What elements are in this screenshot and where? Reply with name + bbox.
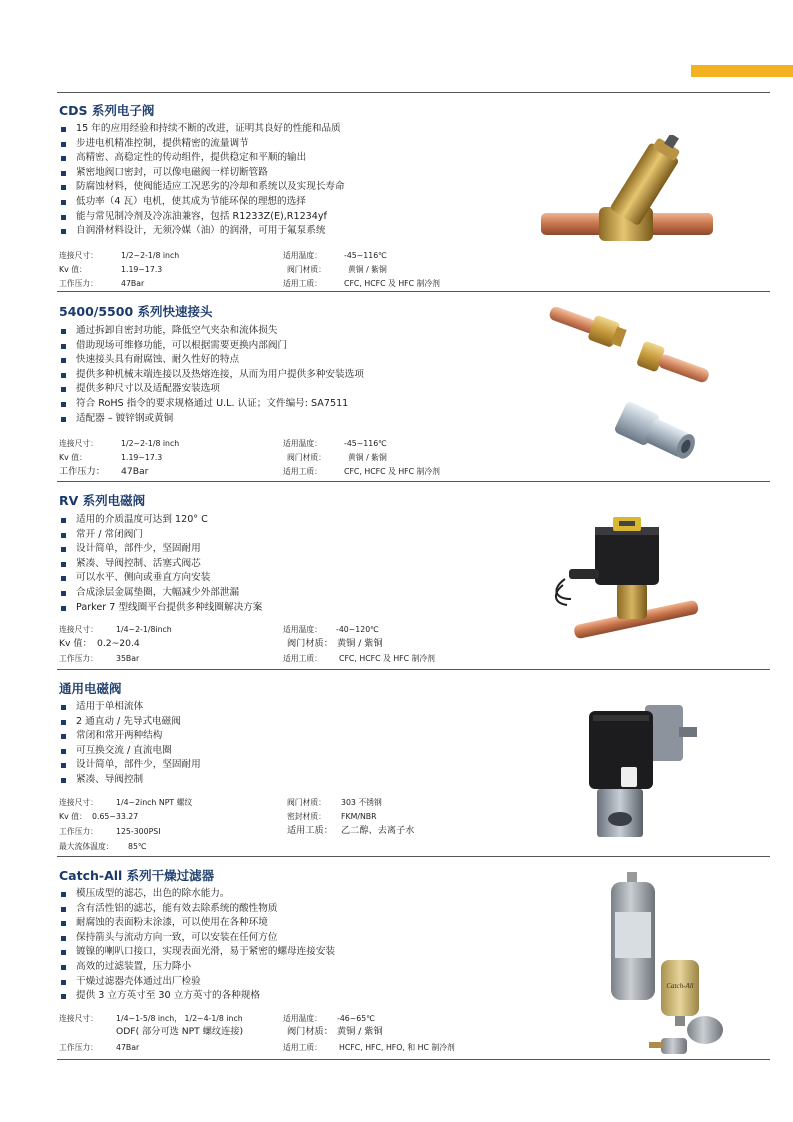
catch-all-label: Catch-All xyxy=(666,982,694,990)
section-title: Catch-All 系列干燥过滤器 xyxy=(59,868,215,883)
section-title: CDS 系列电子阀 xyxy=(59,103,155,118)
section-title: 通用电磁阀 xyxy=(59,681,122,696)
rv-solenoid-image xyxy=(553,513,703,643)
accent-bar xyxy=(691,65,793,77)
list-item: 干燥过滤器壳体通过出厂检验 xyxy=(59,975,335,990)
list-item: 适配器 – 镀锌钢或黄铜 xyxy=(59,412,364,427)
spec-pressure: 工作压力： 35Bar xyxy=(59,654,140,663)
general-solenoid-image xyxy=(569,697,701,847)
list-item: 常开 / 常闭阀门 xyxy=(59,528,262,543)
list-item: 步进电机精准控制，提供精密的流量调节 xyxy=(59,137,345,152)
spec-max-fluid-temp: 最大流体温度： 85℃ xyxy=(59,842,147,851)
spec-connection: 连接尺寸： 1/4~2inch NPT 螺纹 xyxy=(59,798,193,807)
bullet-list xyxy=(59,887,335,1004)
list-item: 2 通直动 / 先导式电磁阀 xyxy=(59,715,201,730)
spec-temperature: 适用温度： -46~65℃ xyxy=(283,1014,375,1023)
list-item: 快速接头具有耐腐蚀、耐久性好的特点 xyxy=(59,353,364,368)
list-item: 适用的介质温度可达到 120° C xyxy=(59,513,262,528)
spec-kv: Kv 值： 0.2~20.4 xyxy=(59,638,140,649)
spec-connection-note: ODF( 部分可选 NPT 螺纹连接) xyxy=(116,1026,244,1037)
spec-kv: Kv 值： 0.65~33.27 xyxy=(59,812,139,821)
spec-pressure: 工作压力： 47Bar xyxy=(59,279,145,288)
spec-connection: 连接尺寸： 1/4~1-5/8 inch， 1/2~4-1/8 inch xyxy=(59,1014,243,1023)
list-item: 提供多种尺寸以及适配器安装选项 xyxy=(59,382,364,397)
spec-temperature: 适用温度： -45~116℃ xyxy=(283,439,387,448)
spec-material: 阀门材质： 303 不锈钢 xyxy=(287,798,382,807)
list-item: 可以水平、侧向或垂直方向安装 xyxy=(59,571,262,586)
spec-material: 阀门材质： 黄铜 / 紫铜 xyxy=(287,638,383,649)
list-item: 防腐蚀材料，使阀能适应工况恶劣的冷却和系统以及实现长寿命 xyxy=(59,180,345,195)
section-title: RV 系列电磁阀 xyxy=(59,493,146,508)
spec-material: 阀门材质： 黄铜 / 紫铜 xyxy=(287,453,387,462)
spec-kv: Kv 值： 1.19~17.3 xyxy=(59,453,163,462)
section-cds xyxy=(57,93,770,292)
spec-pressure: 工作压力： 47Bar xyxy=(59,1043,140,1052)
list-item: 可互换交流 / 直流电圈 xyxy=(59,744,201,759)
list-item: Parker 7 型线圈平台提供多种线圈解决方案 xyxy=(59,601,262,616)
list-item: 紧密地阀口密封，可以像电磁阀一样切断管路 xyxy=(59,166,345,181)
spec-connection: 连接尺寸： 1/2~2-1/8 inch xyxy=(59,251,180,260)
spec-pressure: 工作压力： 125-300PSI xyxy=(59,827,161,836)
list-item: 高精密、高稳定性的传动组件，提供稳定和平顺的输出 xyxy=(59,151,345,166)
spec-connection: 连接尺寸： 1/4~2-1/8inch xyxy=(59,625,172,634)
spec-material: 阀门材质： 黄铜 / 紫铜 xyxy=(287,1026,383,1037)
spec-temperature: 适用温度： -45~116℃ xyxy=(283,251,387,260)
list-item: 自润滑材料设计，无须冷媒（油）的润滑，可用于氟泵系统 xyxy=(59,224,345,239)
spec-media: 适用工质： CFC, HCFC 及 HFC 制冷剂 xyxy=(283,654,435,663)
list-item: 耐腐蚀的表面粉末涂漆，可以使用在各种环境 xyxy=(59,916,335,931)
list-item: 镀镍的喇叭口接口，实现表面光滑，易于紧密的螺母连接安装 xyxy=(59,945,335,960)
list-item: 借助现场可维修功能，可以根据需要更换内部阀门 xyxy=(59,339,364,354)
spec-seal: 密封材质： FKM/NBR xyxy=(287,812,377,821)
list-item: 设计简单，部件少，坚固耐用 xyxy=(59,758,201,773)
spec-material: 阀门材质： 黄铜 / 紫铜 xyxy=(287,265,387,274)
section-general-solenoid xyxy=(57,671,770,857)
spec-media: 适用工质： 乙二醇、去离子水 xyxy=(287,825,415,836)
list-item: 紧凑、导阀控制、活塞式阀芯 xyxy=(59,557,262,572)
list-item: 低功率（4 瓦）电机，使其成为节能环保的理想的选择 xyxy=(59,195,345,210)
bullet-list xyxy=(59,700,201,788)
list-item: 常闭和常开两种结构 xyxy=(59,729,201,744)
spec-media: 适用工质： HCFC, HFC, HFO, 和 HC 制冷剂 xyxy=(283,1043,455,1052)
section-catch-all xyxy=(57,858,770,1060)
catch-all-filter-image xyxy=(565,872,735,1058)
list-item: 合成涂层金属垫圈，大幅减少外部泄漏 xyxy=(59,586,262,601)
section-title: 5400/5500 系列快速接头 xyxy=(59,304,213,319)
spec-media: 适用工质： CFC, HCFC 及 HFC 制冷剂 xyxy=(283,467,440,476)
list-item: 紧凑、导阀控制 xyxy=(59,773,201,788)
spec-kv: Kv 值： 1.19~17.3 xyxy=(59,265,163,274)
list-item: 适用于单相流体 xyxy=(59,700,201,715)
list-item: 保持箭头与流动方向一致，可以安装在任何方位 xyxy=(59,931,335,946)
list-item: 通过拆卸自密封功能，降低空气夹杂和流体损失 xyxy=(59,324,364,339)
bullet-list xyxy=(59,122,345,239)
list-item: 15 年的应用经验和持续不断的改进，证明其良好的性能和品质 xyxy=(59,122,345,137)
cds-valve-image xyxy=(539,135,715,255)
spec-connection: 连接尺寸： 1/2~2-1/8 inch xyxy=(59,439,180,448)
spec-pressure: 工作压力： 47Bar xyxy=(59,466,149,477)
section-quick-coupling xyxy=(57,293,770,482)
list-item: 符合 RoHS 指令的要求规格通过 U.L. 认证；文件编号: SA7511 xyxy=(59,397,364,412)
bullet-list xyxy=(59,324,364,426)
list-item: 高效的过滤装置，压力降小 xyxy=(59,960,335,975)
list-item: 提供 3 立方英寸至 30 立方英寸的各种规格 xyxy=(59,989,335,1004)
section-rv-solenoid xyxy=(57,483,770,670)
spec-temperature: 适用温度： -40~120℃ xyxy=(283,625,379,634)
list-item: 模压成型的滤芯，出色的除水能力。 xyxy=(59,887,335,902)
list-item: 设计简单，部件少，坚固耐用 xyxy=(59,542,262,557)
spec-media: 适用工质： CFC, HCFC 及 HFC 制冷剂 xyxy=(283,279,440,288)
list-item: 能与常见制冷剂及冷冻油兼容，包括 R1233Z(E),R1234yf xyxy=(59,210,345,225)
list-item: 提供多种机械末端连接以及热熔连接，从而为用户提供多种安装选项 xyxy=(59,368,364,383)
list-item: 含有活性铝的滤芯，能有效去除系统的酸性物质 xyxy=(59,902,335,917)
bullet-list xyxy=(59,513,262,615)
quick-coupling-image xyxy=(545,307,711,465)
